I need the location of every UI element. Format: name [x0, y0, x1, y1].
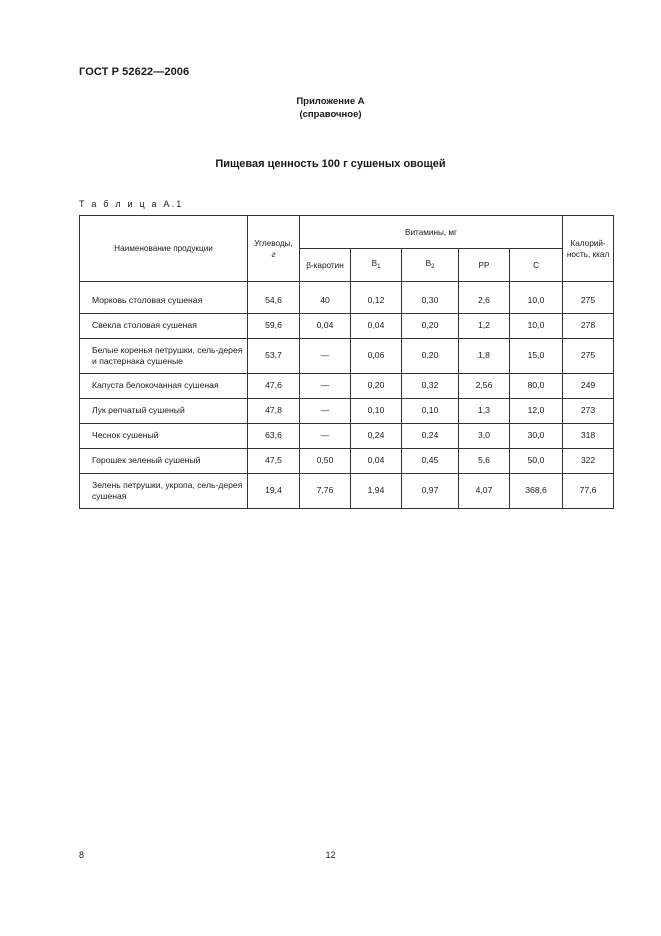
table-row [80, 288, 614, 313]
cell-b2: 0,30 [402, 288, 459, 313]
cell-c: 368,6 [510, 473, 563, 508]
cell-pp: 2,6 [459, 288, 510, 313]
cell-pp: 1,2 [459, 313, 510, 338]
cell-b2: 0,10 [402, 398, 459, 423]
appendix-note: (справочное) [299, 109, 362, 120]
appendix-title: Приложение А [296, 96, 365, 107]
cell-kcal: 275 [563, 338, 614, 373]
cell-c: 10,0 [510, 313, 563, 338]
cell-b2: 0,45 [402, 448, 459, 473]
product-name: Чеснок сушеный [80, 423, 248, 448]
cell-beta: 40 [300, 288, 351, 313]
cell-b1: 0,20 [351, 373, 402, 398]
header-b2: $B_2$ [402, 249, 459, 282]
cell-beta: — [300, 373, 351, 398]
document-id: ГОСТ Р 52622—2006 [79, 66, 190, 78]
cell-c: 30,0 [510, 423, 563, 448]
cell-b1: 0,06 [351, 338, 402, 373]
cell-c: 80,0 [510, 373, 563, 398]
cell-c: 12,0 [510, 398, 563, 423]
cell-carbs: 19,4 [248, 473, 300, 508]
cell-kcal: 278 [563, 313, 614, 338]
table-row [80, 373, 614, 398]
header-carbs-label: Углеводы, [254, 238, 293, 248]
cell-carbs: 47,8 [248, 398, 300, 423]
cell-carbs: 47,6 [248, 373, 300, 398]
cell-b2: 0,20 [402, 338, 459, 373]
table-row [80, 338, 614, 373]
product-name: Зелень петрушки, укропа, сель-дерея сушеная [80, 473, 248, 508]
header-beta-carotene: β-каротин [300, 249, 351, 282]
page-number: 12 [325, 850, 336, 860]
cell-c: 15,0 [510, 338, 563, 373]
table-row [80, 313, 614, 338]
cell-kcal: 273 [563, 398, 614, 423]
product-name: Горошек зеленый сушеный [80, 448, 248, 473]
cell-pp: 1,8 [459, 338, 510, 373]
cell-beta: — [300, 423, 351, 448]
cell-kcal: 318 [563, 423, 614, 448]
cell-carbs: 47,5 [248, 448, 300, 473]
header-carbs [248, 216, 300, 282]
cell-b2: 0,24 [402, 423, 459, 448]
header-pp: PP [459, 249, 510, 282]
cell-b1: 1,94 [351, 473, 402, 508]
cell-beta: — [300, 338, 351, 373]
cell-b1: 0,04 [351, 448, 402, 473]
cell-kcal: 77,6 [563, 473, 614, 508]
table-row [80, 448, 614, 473]
product-name: Лук репчатый сушеный [80, 398, 248, 423]
cell-b2: 0,20 [402, 313, 459, 338]
header-calories: Калорий-ность, ккал [563, 216, 614, 282]
table-row [80, 398, 614, 423]
page-title: Пищевая ценность 100 г сушеных овощей [215, 158, 446, 170]
cell-beta: 0,04 [300, 313, 351, 338]
nutrition-table [79, 215, 614, 509]
cell-c: 10,0 [510, 288, 563, 313]
product-name: Свекла столовая сушеная [80, 313, 248, 338]
product-name: Морковь столовая сушеная [80, 288, 248, 313]
table-row [80, 473, 614, 508]
footer-left-number: 8 [79, 850, 85, 860]
cell-b2: 0,32 [402, 373, 459, 398]
cell-beta: 0,50 [300, 448, 351, 473]
header-carbs-unit: г [271, 249, 276, 259]
header-vitamins: Витамины, мг [300, 216, 563, 249]
cell-b1: 0,10 [351, 398, 402, 423]
cell-beta: 7,76 [300, 473, 351, 508]
header-c: C [510, 249, 563, 282]
cell-b2: 0,97 [402, 473, 459, 508]
cell-beta: — [300, 398, 351, 423]
header-b1: $B_1$ [351, 249, 402, 282]
cell-kcal: 275 [563, 288, 614, 313]
cell-b1: 0,04 [351, 313, 402, 338]
cell-pp: 1,3 [459, 398, 510, 423]
header-name: Наименование продукции [80, 216, 248, 282]
cell-pp: 4,07 [459, 473, 510, 508]
cell-b1: 0,24 [351, 423, 402, 448]
cell-carbs: 59,6 [248, 313, 300, 338]
cell-kcal: 249 [563, 373, 614, 398]
cell-c: 50,0 [510, 448, 563, 473]
cell-carbs: 63,6 [248, 423, 300, 448]
cell-pp: 3,0 [459, 423, 510, 448]
cell-carbs: 53,7 [248, 338, 300, 373]
cell-b1: 0,12 [351, 288, 402, 313]
cell-pp: 2,56 [459, 373, 510, 398]
product-name: Белые коренья петрушки, сель-дерея и пастернака сушеные [80, 338, 248, 373]
cell-kcal: 322 [563, 448, 614, 473]
cell-pp: 5,6 [459, 448, 510, 473]
table-label: Т а б л и ц а А.1 [79, 199, 184, 209]
product-name: Капуста белокочанная сушеная [80, 373, 248, 398]
cell-carbs: 54,6 [248, 288, 300, 313]
table-row [80, 423, 614, 448]
